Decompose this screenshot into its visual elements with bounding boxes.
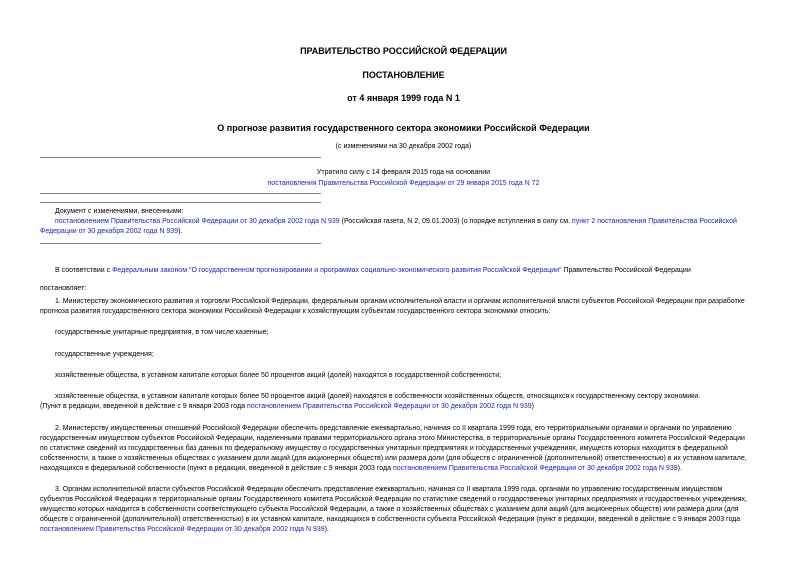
item1-line1: 1. Министерству экономического развития и торговли Российской Федерации, федеральным органам исполнительной власти и органам исполнительной власти субъектов Российской Федерации при разработке [55,298,745,305]
item1-note-suffix: ) [531,403,534,410]
item2-line2: государственным имуществом субъектов Российской Федерации, наделенными правами территориального органа этого Министерства, в территориальные органы Государственного комитета Российской Федерации [40,435,745,442]
item1-sub-d: хозяйственные общества, в уставном капитале которых более 50 процентов акций (долей) находятся в собственности хозяйственных обществ, относящихся к государственному сектору экономики. [55,393,701,400]
changes-note-line1 [55,218,737,225]
item2-line5-suffix: ). [677,465,682,472]
item2-decree-link[interactable]: постановлением Правительства Российской Федерации от 30 декабря 2002 года N 939 [392,465,678,472]
document-type-heading: ПОСТАНОВЛЕНИЕ [362,70,445,80]
item2-line3: по статистике сведений из государственных баз данных по федеральному имуществу о государственных унитарных предприятиях и государственных учреждениях, имуществ которых находится в федеральной [40,445,728,452]
item1-sub-c: хозяйственные общества, в уставном капитале которых более 50 процентов акций (долей) находятся в государственной собственности; [55,372,502,379]
preamble-suffix: Правительство Российской Федерации [561,267,691,274]
amendments-note: (с изменениями на 30 декабря 2002 года) [335,143,472,150]
divider-2 [40,193,321,194]
changes-note-line2 [40,228,182,235]
document-title: О прогнозе развития государственного сектора экономики Российской Федерации [217,123,590,133]
changes-note-label: Документ с изменениями, внесенными: [55,208,184,215]
date-number-heading: от 4 января 1999 года N 1 [347,93,460,103]
preamble [55,267,691,274]
item3-line4: обществ с ограниченной (дополнительной) ответственностью) в их уставном капитале, находящихся в собственности субъекта Российской Федерации (пункт в редакции, введенной в действие с 9 января 2003 года [40,516,741,523]
divider-1 [40,157,321,158]
preamble-prefix: В соответствии с [55,267,113,274]
item3-line3: имущество которых находится в собственности соответствующего субъекта Российской Федерации, а также о хозяйственных обществах с указанием доли акций (для акционерных обществ) или размера доли (для [40,506,739,513]
item1-note [40,402,534,412]
item3-line5-suffix: ). [324,526,329,533]
entry-into-force-link[interactable]: пункт 2 постановления Правительства Российской [571,218,737,225]
item1-note-link[interactable]: постановлением Правительства Российской Федерации от 30 декабря 2002 года N 939 [246,403,532,410]
federal-law-link[interactable]: Федеральным законом "О государственном прогнозировании и программах социально-экономического развития Российской Федерации" [112,267,562,274]
item2-line4: собственности, а также о хозяйственных обществах с указанием доли акций (для акционерных обществ) или размера доли (для обществ с ограниченной (дополнительной) ответственностью) в их уставном капитале, [40,455,747,462]
item2-line5-prefix: находящихся в федеральной собственности (пункт в редакции, введенной в действие с 9 января 2003 года [40,465,393,472]
item1-note-prefix: (Пункт в редакции, введенной в действие с 9 января 2003 года [40,403,247,410]
repeal-link[interactable]: постановления Правительства Российской Федерации от 29 января 2015 года N 72 [267,180,540,187]
entry-into-force-link-cont[interactable]: Федерации от 30 декабря 2002 года N 939 [40,228,179,235]
government-heading: ПРАВИТЕЛЬСТВО РОССИЙСКОЙ ФЕДЕРАЦИИ [300,46,507,56]
resolves-text: постановляет: [40,285,87,292]
item3-line5 [40,525,329,535]
item1-sub-a: государственные унитарные предприятия, в том числе казенные; [55,329,269,336]
item3-line2: субъектов Российской Федерации в территориальные органы Государственного комитета Российской Федерации по статистике сведений о государственных унитарных предприятиях и государственных учреждениях, [40,496,747,503]
item2-line1: 2. Министерству имущественных отношений Российской Федерации обеспечить представление ежеквартально, начиная со II квартала 1999 года, его территориальными органами и органами по управлению [55,425,732,432]
item2-line5 [40,464,682,474]
divider-4 [40,243,321,244]
item1-line2: прогноза развития государственного сектора экономики Российской Федерации к хозяйствующим субъектам государственного сектора экономики относить: [40,308,551,315]
item3-decree-link[interactable]: постановлением Правительства Российской Федерации от 30 декабря 2002 года N 939 [40,526,325,533]
changes-note-close: ). [178,228,183,235]
amending-decree-link[interactable]: постановлением Правительства Российской Федерации от 30 декабря 2002 года N 939 [55,218,340,225]
item3-line1: 3. Органам исполнительной власти субъектов Российской Федерации обеспечить представление ежеквартально, начиная со II квартала 1999 года, органами по управлению государственным имуществом [55,486,723,493]
changes-note-text: (Российская газета, N 2, 09.01.2003) (о порядке вступления в силу см. [339,218,572,225]
divider-3 [40,202,321,203]
repeal-text: Утратило силу с 14 февраля 2015 года на основании [316,169,491,176]
item1-sub-b: государственные учреждения; [55,351,154,358]
